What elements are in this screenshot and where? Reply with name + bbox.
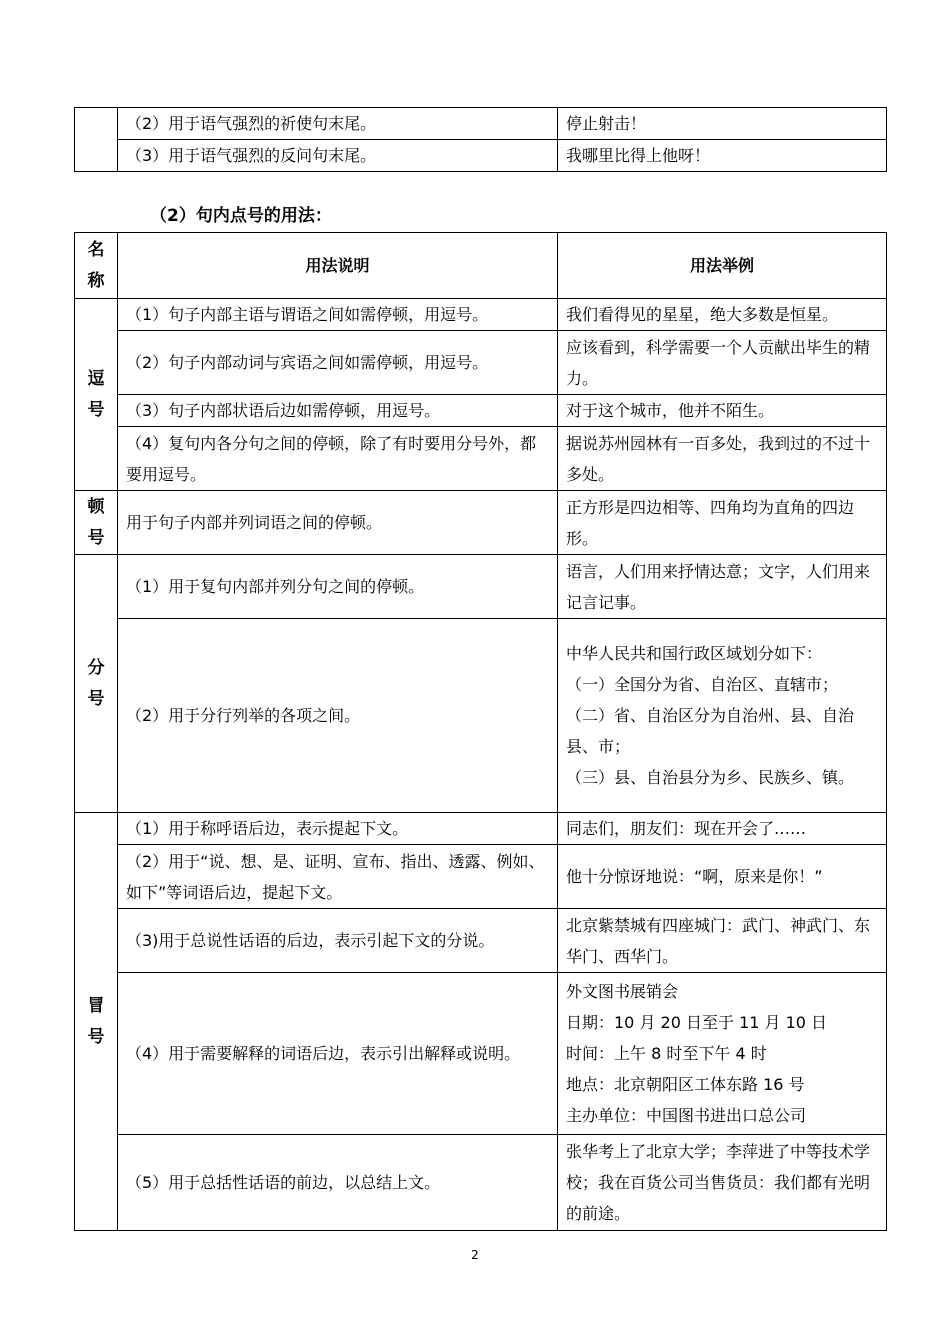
usage-cell: （5）用于总括性话语的前边，以总结上文。 <box>118 1135 558 1231</box>
example-line: 时间：上午 8 时至下午 4 时 <box>566 1044 767 1063</box>
example-line: （二）省、自治区分为自治州、县、自治县、市； <box>566 706 855 756</box>
example-cell: 正方形是四边相等、四角均为直角的四边形。 <box>558 491 887 555</box>
table-row <box>75 973 887 1135</box>
table-row <box>75 845 887 909</box>
usage-cell: 用于句子内部并列词语之间的停顿。 <box>118 491 558 555</box>
header-row <box>75 233 887 299</box>
example-cell <box>558 619 887 813</box>
usage-cell: （1）句子内部主语与谓语之间如需停顿，用逗号。 <box>118 299 558 331</box>
header-usage: 用法说明 <box>118 233 558 299</box>
example-cell: 北京紫禁城有四座城门：武门、神武门、东华门、西华门。 <box>558 909 887 973</box>
example-cell: 他十分惊讶地说：“啊，原来是你！” <box>558 845 887 909</box>
usage-cell: （4）复句内各分句之间的停顿，除了有时要用分号外，都要用逗号。 <box>118 427 558 491</box>
header-name: 名称 <box>75 233 118 299</box>
example-line: 日期：10 月 20 日至于 11 月 10 日 <box>566 1013 828 1032</box>
name-colon: 冒号 <box>75 813 118 1231</box>
example-cell: 语言，人们用来抒情达意；文字，人们用来记言记事。 <box>558 555 887 619</box>
table-row <box>75 395 887 427</box>
usage-cell: （3）句子内部状语后边如需停顿，用逗号。 <box>118 395 558 427</box>
example-cell: 我哪里比得上他呀！ <box>558 140 887 172</box>
example-cell: 张华考上了北京大学；李萍进了中等技术学校；我在百货公司当售货员：我们都有光明的前途。 <box>558 1135 887 1231</box>
name-dun: 顿号 <box>75 491 118 555</box>
usage-cell: （1）用于复句内部并列分句之间的停顿。 <box>118 555 558 619</box>
example-cell: 对于这个城市，他并不陌生。 <box>558 395 887 427</box>
table-row <box>75 299 887 331</box>
example-line: 外文图书展销会 <box>566 982 679 1001</box>
example-line: （三）县、自治县分为乡、民族乡、镇。 <box>566 768 855 787</box>
name-comma: 逗号 <box>75 299 118 491</box>
section-title: （2）句内点号的用法： <box>150 206 332 226</box>
example-cell: 据说苏州园林有一百多处，我到过的不过十多处。 <box>558 427 887 491</box>
usage-cell: （3）用于语气强烈的反问句末尾。 <box>118 140 558 172</box>
table-row <box>75 427 887 491</box>
example-line: （一）全国分为省、自治区、直辖市； <box>566 675 839 694</box>
punctuation-table <box>74 232 887 1231</box>
usage-cell: （1）用于称呼语后边，表示提起下文。 <box>118 813 558 845</box>
example-line: 地点：北京朝阳区工体东路 16 号 <box>566 1075 805 1094</box>
usage-cell: （2）用于分行列举的各项之间。 <box>118 619 558 813</box>
usage-cell: （2）用于语气强烈的祈使句末尾。 <box>118 108 558 140</box>
header-example: 用法举例 <box>558 233 887 299</box>
example-cell: 同志们，朋友们：现在开会了…… <box>558 813 887 845</box>
example-cell: 我们看得见的星星，绝大多数是恒星。 <box>558 299 887 331</box>
table-row <box>75 140 887 172</box>
usage-cell: （2）用于“说、想、是、证明、宣布、指出、透露、例如、如下”等词语后边，提起下文。 <box>118 845 558 909</box>
table-row <box>75 619 887 813</box>
top-table <box>74 107 887 172</box>
example-cell: 停止射击！ <box>558 108 887 140</box>
example-cell <box>558 973 887 1135</box>
table-row <box>75 331 887 395</box>
table-row <box>75 813 887 845</box>
example-line: 中华人民共和国行政区域划分如下： <box>566 644 823 663</box>
usage-cell: （2）句子内部动词与宾语之间如需停顿，用逗号。 <box>118 331 558 395</box>
example-line: 主办单位：中国图书进出口总公司 <box>566 1106 807 1125</box>
example-cell: 应该看到，科学需要一个人贡献出毕生的精力。 <box>558 331 887 395</box>
table-row <box>75 555 887 619</box>
usage-cell: （4）用于需要解释的词语后边，表示引出解释或说明。 <box>118 973 558 1135</box>
table-row <box>75 909 887 973</box>
name-cell <box>75 108 118 172</box>
page-number: 2 <box>471 1248 479 1262</box>
table-row <box>75 1135 887 1231</box>
usage-cell: （3)用于总说性话语的后边，表示引起下文的分说。 <box>118 909 558 973</box>
table-row <box>75 108 887 140</box>
table-row <box>75 491 887 555</box>
name-semicolon: 分号 <box>75 555 118 813</box>
